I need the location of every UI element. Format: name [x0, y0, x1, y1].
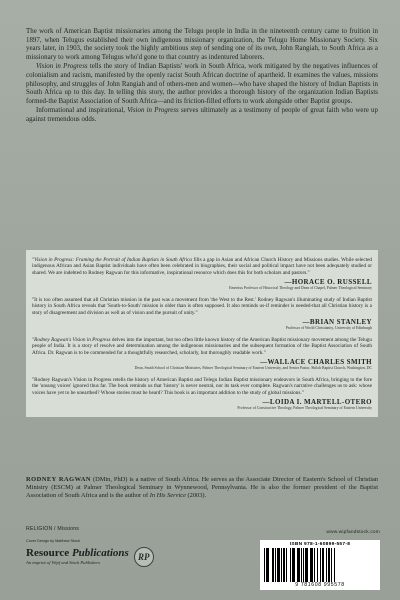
endorser-title: Professor of Constructive Theology, Palmer Theological Seminary of Eastern University	[237, 406, 372, 411]
endorsement	[32, 337, 372, 371]
endorsement-text	[32, 297, 372, 316]
endorsement-text	[32, 377, 372, 396]
publisher-imprint: An imprint of Wipf and Stock Publishers	[26, 560, 101, 566]
publisher-block	[26, 526, 186, 567]
description-text: tells the story of Indian Baptists' work in South Africa, work mitigated by the negatives influences of colonialism and racism, manifested by the openly racist South African doctrine of apartheid. It examines the values, missions philosophy, and struggles of John Rangiah and of others-men and women—who have shaped the history of Indian Baptists in South Africa up to this day. In telling this story, the author provides a thorough history of the organization Indian Baptists formed-the Baptist Association of South Africa—and its friction-filled efforts to work alongside other Baptist groups.	[26, 63, 378, 105]
endorser-name: —HORACE O. RUSSELL	[284, 278, 372, 287]
endorsement-text	[32, 257, 372, 276]
book-title-italic: Vision in Progress	[127, 107, 179, 115]
endorsement	[32, 377, 372, 411]
description-paragraph	[26, 107, 378, 124]
author-bio	[26, 476, 378, 500]
endorsement	[32, 257, 372, 291]
author-book-title: In His Service	[149, 492, 186, 499]
author-name: RODNEY RAGWAN	[26, 476, 92, 483]
barcode-gap	[335, 548, 336, 582]
author-bio-text: (DMin, PhD) is a native of South Africa. He serves as the Associate Director of Eastern's School of Christian Ministry (ESCM) at Palmer Theological Seminary in Wynnewood, Pennsylvania. He is also the former president of the Baptist Association of South Africa and is the author of	[26, 476, 379, 499]
endorser-name: —WALLACE CHARLES SMITH	[260, 358, 372, 367]
publisher-logo-icon: RP	[134, 547, 154, 567]
endorser-title: Professor of World Christianity, University of Edinburgh	[285, 326, 372, 331]
endorsement-body: fills a gap in Asian and African Church History and Missions studies. While selected indigenous African and Asian Baptist individuals have often been celebrated in biographies, their social and political impact have not been adequately studied or shared. We are indebted to Rodney Ragwan for this informative, inspirational resource which does this for both scholars and pastors."	[32, 257, 372, 276]
publisher-name-a: Resource	[26, 547, 72, 560]
category-label: RELIGION / Missions	[26, 526, 80, 532]
publisher-url: www.wipfandstock.com	[326, 530, 380, 535]
description-text: Informational and inspirational,	[36, 107, 128, 115]
publisher-logo-row	[26, 547, 186, 567]
publisher-name-b: Publications	[71, 547, 129, 560]
book-title-italic: Vision in Progress	[36, 63, 88, 71]
endorser-name: —BRIAN STANLEY	[302, 318, 372, 327]
barcode-bars	[264, 548, 376, 582]
barcode-digits: 9 781608 995578	[295, 582, 345, 588]
endorsements-panel	[26, 250, 378, 417]
endorsement-text	[32, 337, 372, 356]
endorser-title: Dean, Smith School of Christian Ministries, Palmer Theological Seminary of Eastern University, and Senior Pastor, Shiloh Baptist Church, Washington, DC	[134, 366, 372, 371]
barcode	[260, 540, 380, 590]
description-text: serves ultimately as a testimony of people of great faith who were up against tremendous odds.	[26, 107, 378, 123]
endorsement-italic: "Vision in Progress: Framing the Portrait of Indian Baptists in South Africa	[32, 257, 193, 263]
author-bio-text: (2003).	[185, 492, 207, 499]
isbn-label: ISBN 978-1-60899-557-8	[289, 542, 351, 547]
endorsement	[32, 297, 372, 331]
cover-design-credit: Cover Design by Matthew Stock	[26, 539, 81, 543]
description-paragraph: The work of American Baptist missionaries among the Telugu people in India in the nineteenth century came to fruition in 1897, when Telugus established their own indigenous missionary organization, the Telugu Home Missionary Society. Six years later, in 1903, the society took the highly ambitious step of sending one of its own, John Rangiah, to South Africa as a missionary to work among Telugus who'd gone to that country as indentured laborers.	[26, 28, 378, 61]
endorsement-body: delves into the important, but too often little known history of the American Baptist missionary movement among the Telugu people of India. It is a story of resolve and determination among the indigenous missionaries and the subsequent formation of the Baptist Association of South Africa. Dr. Ragwan is to be commended for a thoughtfully researched, scholarly, but thoroughly readable work."	[32, 337, 372, 356]
endorsement-body: "It is too often assumed that all Christian mission in the past was a movement from 'the West to the Rest.' Rodney Ragwan's illuminating study of Indian Baptist history in South Africa reveals that 'South-to-South' mission is older than is often supposed. It also reminds us-if reminder is needed-that all Christian history is a story of disagreement and division as well as of vision and the pursuit of unity."	[32, 297, 372, 316]
endorser-name: —LOIDA I. MARTELL-OTERO	[262, 398, 372, 407]
endorsement-italic: "Rodney Ragwan's Vision in Progress	[32, 337, 111, 344]
endorser-title: Emeritus Professor of Historical Theology and Dean of Chapel, Palmer Theological Seminary	[229, 286, 372, 291]
description-paragraph	[26, 63, 378, 106]
book-description	[26, 28, 378, 125]
publisher-name	[26, 548, 129, 559]
endorsement-body: "Rodney Ragwan's Vision in Progress retells the history of American Baptist and Telegu Indian Baptist missionary endeavors in South Africa, bringing to the fore the 'unsung voices' ignored thus far. The book reminds us that 'history' is never neutral, nor its task ever complete. Ragwan's narrative challenges us to ask: whose voices have yet to be unearthed? Whose stories must be heard? This book is an important addition to the study of global missions."	[32, 377, 372, 396]
publisher-text	[26, 548, 129, 566]
